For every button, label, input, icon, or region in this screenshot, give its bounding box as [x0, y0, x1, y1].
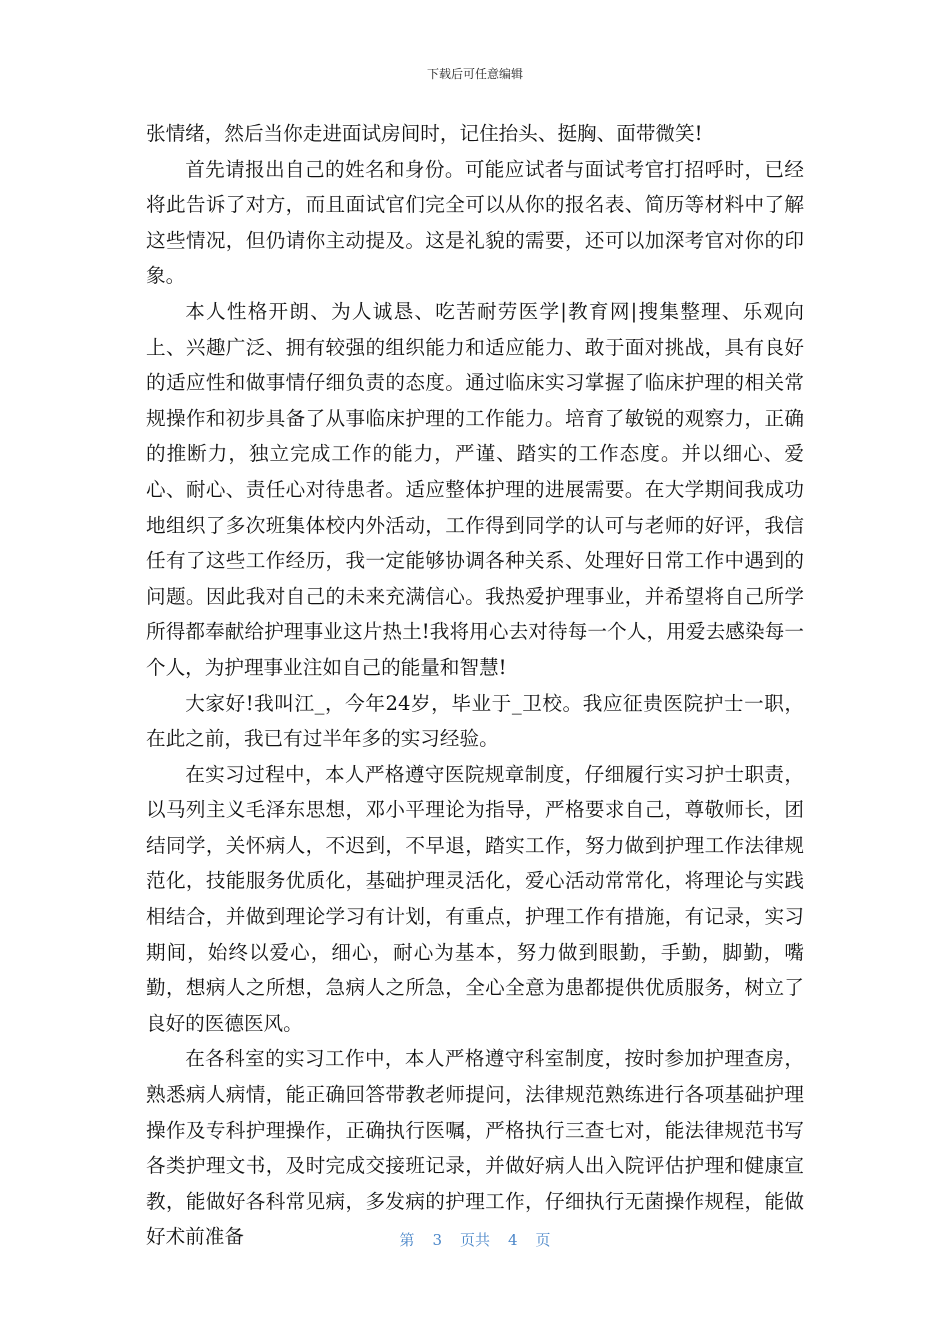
footer-current-page: 3	[432, 1231, 442, 1249]
footer-prefix: 第	[399, 1231, 415, 1249]
paragraph-4: 大家好!我叫江_，今年24岁，毕业于_卫校。我应征贵医院护士一职，在此之前，我已有过半年多的实习经验。	[146, 691, 804, 751]
footer-middle: 页共	[459, 1231, 490, 1249]
paragraph-6: 在各科室的实习工作中，本人严格遵守科室制度，按时参加护理查房，熟悉病人病情，能正确回答带教老师提问，法律规范熟练进行各项基础护理操作及专科护理操作，正确执行医嘱，严格执行三查七对，能法律规范书写各类护理文书，及时完成交接班记录，并做好病人出入院评估护理和健康宣教，能做好各科常见病，多发病的护理工作，仔细执行无菌操作规程，能做好术前准备	[146, 1047, 804, 1249]
page-header-note: 下载后可任意编辑	[426, 67, 523, 81]
paragraph-3: 本人性格开朗、为人诚恳、吃苦耐劳医学|教育网|搜集整理、乐观向上、兴趣广泛、拥有较强的组织能力和适应能力、敢于面对挑战，具有良好的适应性和做事情仔细负责的态度。通过临床实习掌握了临床护理的相关常规操作和初步具备了从事临床护理的工作能力。培育了敏锐的观察力，正确的推断力，独立完成工作的能力，严谨、踏实的工作态度。并以细心、爱心、耐心、责任心对待患者。适应整体护理的进展需要。在大学期间我成功地组织了多次班集体校内外活动，工作得到同学的认可与老师的好评，我信任有了这些工作经历，我一定能够协调各种关系、处理好日常工作中遇到的问题。因此我对自己的未来充满信心。我热爱护理事业，并希望将自己所学所得都奉献给护理事业这片热土!我将用心去对待每一个人，用爱去感染每一个人，为护理事业注如自己的能量和智慧!	[146, 299, 804, 679]
paragraph-2: 首先请报出自己的姓名和身份。可能应试者与面试考官打招呼时，已经将此告诉了对方，而且面试官们完全可以从你的报名表、简历等材料中了解这些情况，但仍请你主动提及。这是礼貌的需要，还可以加深考官对你的印象。	[146, 157, 804, 288]
document-body	[146, 116, 804, 1255]
footer-suffix: 页	[535, 1231, 551, 1249]
paragraph-5: 在实习过程中，本人严格遵守医院规章制度，仔细履行实习护士职责，以马列主义毛泽东思想，邓小平理论为指导，严格要求自己，尊敬师长，团结同学，关怀病人，不迟到，不早退，踏实工作，努力做到护理工作法律规范化，技能服务优质化，基础护理灵活化，爱心活动常常化，将理论与实践相结合，并做到理论学习有计划，有重点，护理工作有措施，有记录，实习期间，始终以爱心，细心，耐心为基本，努力做到眼勤，手勤，脚勤，嘴勤，想病人之所想，急病人之所急，全心全意为患都提供优质服务，树立了良好的医德医风。	[146, 762, 804, 1035]
page-footer	[0, 1230, 950, 1250]
paragraph-1: 张情绪，然后当你走进面试房间时，记住抬头、挺胸、面带微笑!	[146, 122, 703, 145]
footer-total-pages: 4	[508, 1231, 518, 1249]
